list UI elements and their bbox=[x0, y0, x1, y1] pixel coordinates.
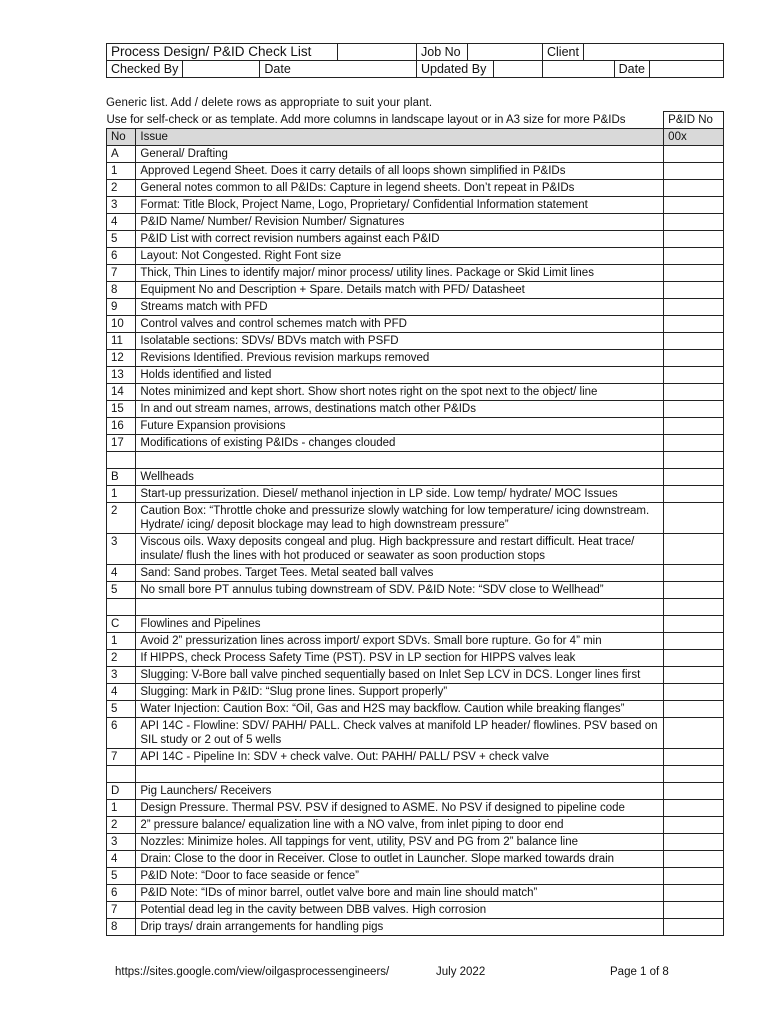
row-issue: Slugging: Mark in P&ID: “Slug prone lines. Support properly” bbox=[136, 684, 664, 701]
row-pid-check[interactable] bbox=[664, 868, 724, 885]
table-row bbox=[107, 333, 724, 350]
checked-by-label: Checked By bbox=[107, 61, 183, 77]
row-issue: Flowlines and Pipelines bbox=[136, 616, 664, 633]
header-row-2 bbox=[107, 61, 724, 78]
row-issue: Caution Box: “Throttle choke and pressurize slowly watching for low temperature/ icing downstream. Hydrate/ icing/ deposit blockage may lead to high downstream pressure” bbox=[136, 503, 664, 534]
row-number: 11 bbox=[107, 333, 136, 350]
row-issue: Revisions Identified. Previous revision markups removed bbox=[136, 350, 664, 367]
footer-page-number: Page 1 of 8 bbox=[610, 966, 669, 978]
row-issue: Nozzles: Minimize holes. All tappings for vent, utility, PSV and PG from 2” balance line bbox=[136, 834, 664, 851]
row-pid-check[interactable] bbox=[664, 616, 724, 633]
row-pid-check[interactable] bbox=[664, 316, 724, 333]
row-pid-check[interactable] bbox=[664, 367, 724, 384]
table-row bbox=[107, 180, 724, 197]
row-issue: General/ Drafting bbox=[136, 146, 664, 163]
row-issue: Water Injection: Caution Box: “Oil, Gas and H2S may backflow. Caution while breaking flanges” bbox=[136, 701, 664, 718]
client-value bbox=[584, 44, 724, 61]
row-issue: API 14C - Pipeline In: SDV + check valve. Out: PAHH/ PALL/ PSV + check valve bbox=[136, 749, 664, 766]
column-header-row bbox=[107, 129, 724, 146]
table-row bbox=[107, 486, 724, 503]
row-pid-check[interactable] bbox=[664, 163, 724, 180]
job-no-label: Job No bbox=[417, 44, 468, 61]
job-no-value bbox=[468, 44, 543, 61]
table-row bbox=[107, 599, 724, 616]
row-number: 4 bbox=[107, 214, 136, 231]
date2-cell bbox=[543, 61, 650, 78]
row-number: A bbox=[107, 146, 136, 163]
row-issue: Control valves and control schemes match with PFD bbox=[136, 316, 664, 333]
row-issue: Isolatable sections: SDVs/ BDVs match with PSFD bbox=[136, 333, 664, 350]
col-no-header: No bbox=[107, 129, 136, 146]
row-pid-check[interactable] bbox=[664, 783, 724, 800]
row-number: 4 bbox=[107, 565, 136, 582]
row-issue: Sand: Sand probes. Target Tees. Metal seated ball valves bbox=[136, 565, 664, 582]
row-issue: Slugging: V-Bore ball valve pinched sequentially based on Inlet Sep LCV in DCS. Longer lines first bbox=[136, 667, 664, 684]
row-pid-check[interactable] bbox=[664, 534, 724, 565]
date2-value bbox=[650, 61, 724, 78]
table-row bbox=[107, 282, 724, 299]
row-pid-check[interactable] bbox=[664, 667, 724, 684]
row-number bbox=[107, 452, 136, 469]
table-row bbox=[107, 817, 724, 834]
checklist-title: Process Design/ P&ID Check List bbox=[107, 44, 338, 61]
row-issue: No small bore PT annulus tubing downstream of SDV. P&ID Note: “SDV close to Wellhead” bbox=[136, 582, 664, 599]
row-pid-check[interactable] bbox=[664, 350, 724, 367]
row-pid-check[interactable] bbox=[664, 902, 724, 919]
row-number: 7 bbox=[107, 902, 136, 919]
row-issue: Wellheads bbox=[136, 469, 664, 486]
table-row bbox=[107, 163, 724, 180]
row-number: 6 bbox=[107, 248, 136, 265]
table-row bbox=[107, 316, 724, 333]
row-issue: P&ID List with correct revision numbers against each P&ID bbox=[136, 231, 664, 248]
row-pid-check[interactable] bbox=[664, 582, 724, 599]
row-issue: Layout: Not Congested. Right Font size bbox=[136, 248, 664, 265]
checklist-rows bbox=[107, 112, 724, 936]
row-issue: Format: Title Block, Project Name, Logo, Proprietary/ Confidential Information statement bbox=[136, 197, 664, 214]
row-number: 9 bbox=[107, 299, 136, 316]
row-issue: Design Pressure. Thermal PSV. PSV if designed to ASME. No PSV if designed to pipeline code bbox=[136, 800, 664, 817]
table-row bbox=[107, 701, 724, 718]
col-pid-header: 00x bbox=[664, 129, 724, 146]
row-number: 3 bbox=[107, 534, 136, 565]
table-row bbox=[107, 834, 724, 851]
row-pid-check[interactable] bbox=[664, 265, 724, 282]
row-number: 10 bbox=[107, 316, 136, 333]
row-number bbox=[107, 599, 136, 616]
row-pid-check[interactable] bbox=[664, 599, 724, 616]
row-issue bbox=[136, 599, 664, 616]
header-row-1 bbox=[107, 44, 724, 61]
table-row bbox=[107, 197, 724, 214]
row-number: 5 bbox=[107, 701, 136, 718]
row-issue: Notes minimized and kept short. Show short notes right on the spot next to the object/ line bbox=[136, 384, 664, 401]
row-issue: Avoid 2” pressurization lines across import/ export SDVs. Small bore rupture. Go for 4” min bbox=[136, 633, 664, 650]
table-row bbox=[107, 469, 724, 486]
date2-inner bbox=[543, 61, 649, 77]
table-row bbox=[107, 367, 724, 384]
row-number: 7 bbox=[107, 749, 136, 766]
row-pid-check[interactable] bbox=[664, 503, 724, 534]
generic-note: Generic list. Add / delete rows as appropriate to suit your plant. bbox=[106, 97, 433, 109]
row-number: 14 bbox=[107, 384, 136, 401]
table-row bbox=[107, 633, 724, 650]
table-row bbox=[107, 919, 724, 936]
row-pid-check[interactable] bbox=[664, 684, 724, 701]
row-issue: Drip trays/ drain arrangements for handling pigs bbox=[136, 919, 664, 936]
row-pid-check[interactable] bbox=[664, 749, 724, 766]
date2-label: Date bbox=[618, 62, 645, 76]
row-issue: P&ID Name/ Number/ Revision Number/ Signatures bbox=[136, 214, 664, 231]
updated-by-value bbox=[494, 61, 543, 77]
row-issue: In and out stream names, arrows, destinations match other P&IDs bbox=[136, 401, 664, 418]
table-row bbox=[107, 885, 724, 902]
row-issue: Equipment No and Description + Spare. Details match with PFD/ Datasheet bbox=[136, 282, 664, 299]
row-pid-check[interactable] bbox=[664, 766, 724, 783]
footer-date: July 2022 bbox=[436, 966, 486, 978]
table-row bbox=[107, 534, 724, 565]
row-pid-check[interactable] bbox=[664, 851, 724, 868]
row-pid-check[interactable] bbox=[664, 418, 724, 435]
table-row bbox=[107, 766, 724, 783]
checklist-table bbox=[106, 111, 724, 936]
row-number: 1 bbox=[107, 800, 136, 817]
header-table bbox=[106, 43, 724, 78]
row-number: 2 bbox=[107, 650, 136, 667]
updated-by-label: Updated By bbox=[417, 61, 494, 77]
row-issue: P&ID Note: “Door to face seaside or fence” bbox=[136, 868, 664, 885]
client-label: Client bbox=[543, 44, 584, 61]
footer-url[interactable]: https://sites.google.com/view/oilgasprocessengineers/ bbox=[115, 966, 390, 978]
row-pid-check[interactable] bbox=[664, 885, 724, 902]
row-number: 2 bbox=[107, 817, 136, 834]
row-pid-check[interactable] bbox=[664, 384, 724, 401]
row-number: 5 bbox=[107, 868, 136, 885]
row-number: 6 bbox=[107, 885, 136, 902]
row-pid-check[interactable] bbox=[664, 452, 724, 469]
row-pid-check[interactable] bbox=[664, 834, 724, 851]
row-issue: Modifications of existing P&IDs - changes clouded bbox=[136, 435, 664, 452]
table-row bbox=[107, 800, 724, 817]
table-row bbox=[107, 452, 724, 469]
table-row bbox=[107, 401, 724, 418]
table-row bbox=[107, 146, 724, 163]
row-pid-check[interactable] bbox=[664, 469, 724, 486]
table-row bbox=[107, 616, 724, 633]
row-pid-check[interactable] bbox=[664, 701, 724, 718]
table-row bbox=[107, 718, 724, 749]
row-number: 2 bbox=[107, 503, 136, 534]
table-row bbox=[107, 783, 724, 800]
row-number bbox=[107, 766, 136, 783]
row-pid-check[interactable] bbox=[664, 299, 724, 316]
row-number: 8 bbox=[107, 919, 136, 936]
row-pid-check[interactable] bbox=[664, 401, 724, 418]
row-issue bbox=[136, 452, 664, 469]
table-row bbox=[107, 350, 724, 367]
row-issue: Start-up pressurization. Diesel/ methanol injection in LP side. Low temp/ hydrate/ MOC Issues bbox=[136, 486, 664, 503]
row-pid-check[interactable] bbox=[664, 333, 724, 350]
row-number: 7 bbox=[107, 265, 136, 282]
table-row bbox=[107, 749, 724, 766]
row-number: 1 bbox=[107, 486, 136, 503]
row-issue: Pig Launchers/ Receivers bbox=[136, 783, 664, 800]
table-row bbox=[107, 265, 724, 282]
row-number: 1 bbox=[107, 163, 136, 180]
row-issue: General notes common to all P&IDs: Capture in legend sheets. Don’t repeat in P&IDs bbox=[136, 180, 664, 197]
row-issue: API 14C - Flowline: SDV/ PAHH/ PALL. Check valves at manifold LP header/ flowlines. PSV based on SIL study or 2 out of 5 wells bbox=[136, 718, 664, 749]
pid-no-label: P&ID No bbox=[664, 112, 724, 129]
row-pid-check[interactable] bbox=[664, 817, 724, 834]
checked-by-inner bbox=[107, 61, 416, 77]
row-pid-check[interactable] bbox=[664, 231, 724, 248]
table-row bbox=[107, 667, 724, 684]
row-number: 4 bbox=[107, 851, 136, 868]
row-number: 15 bbox=[107, 401, 136, 418]
row-number: 16 bbox=[107, 418, 136, 435]
row-pid-check[interactable] bbox=[664, 180, 724, 197]
table-row bbox=[107, 582, 724, 599]
table-row bbox=[107, 214, 724, 231]
table-row bbox=[107, 231, 724, 248]
row-number: B bbox=[107, 469, 136, 486]
row-pid-check[interactable] bbox=[664, 718, 724, 749]
row-issue: Future Expansion provisions bbox=[136, 418, 664, 435]
row-issue: Holds identified and listed bbox=[136, 367, 664, 384]
row-pid-check[interactable] bbox=[664, 435, 724, 452]
row-number: 3 bbox=[107, 197, 136, 214]
row-pid-check[interactable] bbox=[664, 282, 724, 299]
row-pid-check[interactable] bbox=[664, 565, 724, 582]
checked-by-cell bbox=[107, 61, 417, 78]
row-pid-check[interactable] bbox=[664, 486, 724, 503]
updated-by-cell bbox=[417, 61, 543, 78]
row-number: 8 bbox=[107, 282, 136, 299]
row-number: 6 bbox=[107, 718, 136, 749]
row-issue: Approved Legend Sheet. Does it carry details of all loops shown simplified in P&IDs bbox=[136, 163, 664, 180]
row-issue: Viscous oils. Waxy deposits congeal and plug. High backpressure and restart difficult. Heat trace/ insulate/ flush the lines with hot produced or seawater as soon production stops bbox=[136, 534, 664, 565]
row-issue: If HIPPS, check Process Safety Time (PST). PSV in LP section for HIPPS valves leak bbox=[136, 650, 664, 667]
row-number: 1 bbox=[107, 633, 136, 650]
checked-by-value bbox=[183, 61, 260, 77]
row-issue: Potential dead leg in the cavity between DBB valves. High corrosion bbox=[136, 902, 664, 919]
table-row bbox=[107, 684, 724, 701]
table-row bbox=[107, 851, 724, 868]
row-number: 5 bbox=[107, 582, 136, 599]
table-row bbox=[107, 650, 724, 667]
row-pid-check[interactable] bbox=[664, 919, 724, 936]
table-row bbox=[107, 384, 724, 401]
updated-by-inner bbox=[417, 61, 542, 77]
row-number: 3 bbox=[107, 834, 136, 851]
row-number: D bbox=[107, 783, 136, 800]
row-issue: P&ID Note: “IDs of minor barrel, outlet valve bore and main line should match” bbox=[136, 885, 664, 902]
col-issue-header: Issue bbox=[136, 129, 664, 146]
row-number: 4 bbox=[107, 684, 136, 701]
row-number: C bbox=[107, 616, 136, 633]
row-issue: Drain: Close to the door in Receiver. Close to outlet in Launcher. Slope marked towards drain bbox=[136, 851, 664, 868]
row-number: 13 bbox=[107, 367, 136, 384]
row-pid-check[interactable] bbox=[664, 650, 724, 667]
row-number: 5 bbox=[107, 231, 136, 248]
table-row bbox=[107, 435, 724, 452]
row-pid-check[interactable] bbox=[664, 248, 724, 265]
table-row bbox=[107, 503, 724, 534]
row-pid-check[interactable] bbox=[664, 633, 724, 650]
table-row bbox=[107, 565, 724, 582]
date2-blank bbox=[543, 61, 614, 77]
row-number: 12 bbox=[107, 350, 136, 367]
table-row bbox=[107, 868, 724, 885]
row-number: 2 bbox=[107, 180, 136, 197]
table-row bbox=[107, 418, 724, 435]
blank-cell bbox=[338, 44, 417, 61]
row-pid-check[interactable] bbox=[664, 800, 724, 817]
row-number: 17 bbox=[107, 435, 136, 452]
use-note: Use for self-check or as template. Add more columns in landscape layout or in A3 size for more P&IDs bbox=[107, 112, 664, 129]
row-issue: Streams match with PFD bbox=[136, 299, 664, 316]
row-number: 3 bbox=[107, 667, 136, 684]
row-pid-check[interactable] bbox=[664, 197, 724, 214]
row-pid-check[interactable] bbox=[664, 214, 724, 231]
table-row bbox=[107, 902, 724, 919]
table-row bbox=[107, 299, 724, 316]
row-issue: 2” pressure balance/ equalization line with a NO valve, from inlet piping to door end bbox=[136, 817, 664, 834]
row-issue bbox=[136, 766, 664, 783]
row-pid-check[interactable] bbox=[664, 146, 724, 163]
use-note-row bbox=[107, 112, 724, 129]
table-row bbox=[107, 248, 724, 265]
row-issue: Thick, Thin Lines to identify major/ minor process/ utility lines. Package or Skid Limit lines bbox=[136, 265, 664, 282]
date-label: Date bbox=[264, 62, 291, 76]
